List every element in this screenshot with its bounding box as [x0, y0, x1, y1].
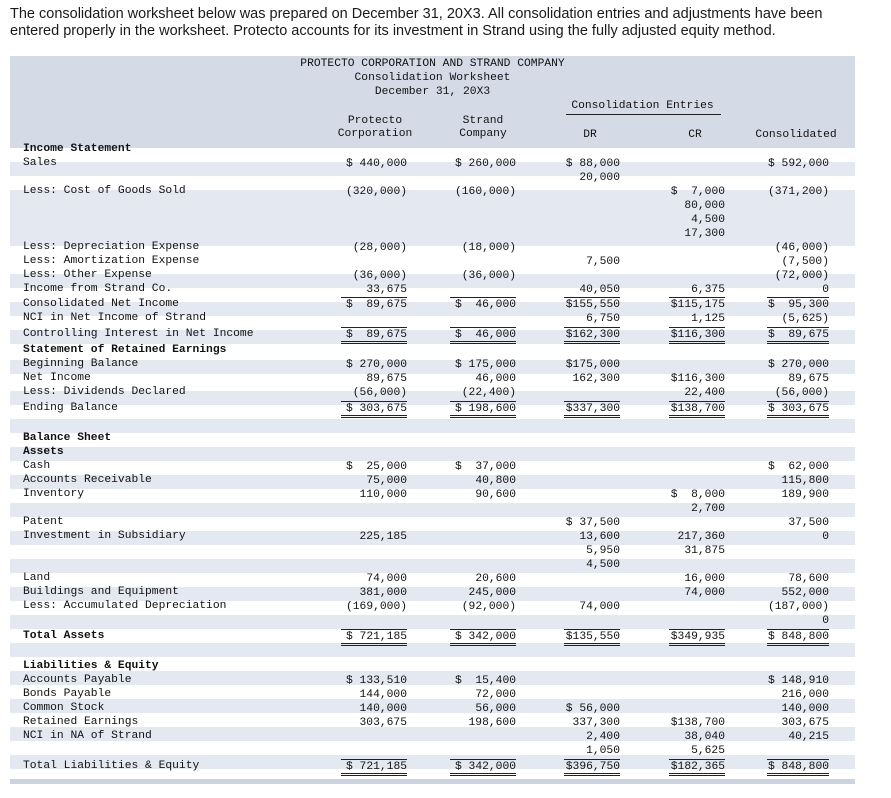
row-label: Cash	[23, 460, 51, 472]
row-label: NCI in NA of Strand	[23, 730, 152, 742]
row-label: Income from Strand Co.	[23, 283, 173, 295]
consolidated-value: (56,000)	[774, 387, 829, 399]
strand-value: $ 342,000	[454, 631, 516, 643]
consolidated-column-header: Consolidated	[755, 129, 837, 141]
protecto-value: $ 440,000	[345, 158, 407, 170]
consolidated-value: $ 89,675	[767, 329, 829, 341]
cr-value: $138,700 38,040 5,625	[670, 717, 725, 757]
protecto-value: $ 303,675	[345, 403, 407, 415]
consolidated-value: 40,215	[788, 731, 829, 743]
strand-value: $ 342,000	[454, 761, 516, 773]
protecto-value: (56,000)	[352, 387, 407, 399]
dr-value: 162,300	[572, 373, 620, 385]
strand-value: $ 198,600	[454, 403, 516, 415]
consolidated-value: $ 848,800	[767, 761, 829, 773]
row-label: Investment in Subsidiary	[23, 530, 186, 542]
strand-value: (160,000)	[454, 186, 516, 198]
row-label: Total Assets	[23, 630, 105, 642]
consolidated-value: (5,625)	[781, 313, 829, 325]
consolidated-value: $ 95,300	[767, 299, 829, 311]
row-label: Retained Earnings	[23, 716, 139, 728]
worksheet-title-company: PROTECTO CORPORATION AND STRAND COMPANY	[300, 58, 565, 70]
row-label: Ending Balance	[23, 402, 118, 414]
dr-value: 13,600 5,950 4,500	[579, 531, 620, 571]
cr-value: 74,000	[684, 587, 725, 599]
strand-value: $ 46,000	[454, 299, 516, 311]
consolidated-value: 115,800	[781, 475, 829, 487]
dr-value: $ 88,000 20,000	[565, 158, 620, 184]
consolidated-value: 303,675	[781, 717, 829, 729]
dr-value: $396,750	[565, 761, 620, 773]
protecto-value: $ 721,185	[345, 761, 407, 773]
row-label: Statement of Retained Earnings	[23, 344, 227, 356]
dr-column-header: DR	[583, 129, 597, 141]
protecto-value: (36,000)	[352, 270, 407, 282]
row-label: Buildings and Equipment	[23, 586, 179, 598]
dr-value: 40,050	[579, 284, 620, 296]
protecto-value: $ 89,675	[345, 329, 407, 341]
row-label: Less: Depreciation Expense	[23, 241, 200, 253]
row-label: Less: Accumulated Depreciation	[23, 600, 227, 612]
consolidated-value: 140,000	[781, 703, 829, 715]
strand-column-header: Strand Company	[459, 115, 507, 140]
dr-value: $ 56,000	[565, 703, 620, 715]
strand-value: (18,000)	[461, 242, 516, 254]
row-label: Accounts Payable	[23, 674, 132, 686]
protecto-value: 303,675	[359, 717, 407, 729]
strand-value: 20,600	[475, 573, 516, 585]
strand-value: $ 260,000	[454, 158, 516, 170]
consolidated-value: $ 848,800	[767, 631, 829, 643]
consolidated-value: $ 62,000	[767, 461, 829, 473]
strand-value: (92,000)	[461, 601, 516, 613]
dr-value: $337,300	[565, 403, 620, 415]
strand-value: $ 37,000	[454, 461, 516, 473]
cr-column-header: CR	[688, 129, 702, 141]
protecto-value: $ 721,185	[345, 631, 407, 643]
row-label: Total Liabilities & Equity	[23, 760, 200, 772]
strand-value: 72,000	[475, 689, 516, 701]
consolidated-value: 552,000	[781, 587, 829, 599]
row-label: Net Income	[23, 372, 91, 384]
consolidated-value: 37,500	[788, 517, 829, 529]
worksheet-title-date: December 31, 20X3	[374, 86, 491, 98]
protecto-value: 110,000	[359, 489, 407, 501]
cr-value: 6,375	[691, 284, 725, 296]
row-label: Consolidated Net Income	[23, 298, 179, 310]
dr-value: 337,300 2,400 1,050	[572, 717, 620, 757]
cr-value: $116,300	[670, 373, 725, 385]
consolidated-value: (371,200)	[767, 186, 829, 198]
worksheet-title-name: Consolidation Worksheet	[354, 72, 511, 84]
dr-value: 6,750	[586, 313, 620, 325]
consolidated-value: (46,000)	[774, 242, 829, 254]
row-label: Bonds Payable	[23, 688, 112, 700]
consolidated-value: 216,000	[781, 689, 829, 701]
row-label: Sales	[23, 157, 57, 169]
row-label: Land	[23, 572, 51, 584]
strand-value: $ 175,000	[454, 359, 516, 371]
protecto-value: (320,000)	[345, 186, 407, 198]
row-label: Patent	[23, 516, 64, 528]
problem-intro: The consolidation worksheet below was prepared on December 31, 20X3. All consolidation entries and adjustments have been entered properly in the worksheet. Protecto accounts for its investment in Strand using the fully adjusted equity method.	[10, 6, 823, 39]
protecto-value: 74,000	[366, 573, 407, 585]
protecto-value: (169,000)	[345, 601, 407, 613]
strand-value: $ 15,400	[454, 675, 516, 687]
protecto-value: 381,000	[359, 587, 407, 599]
cr-value: $115,175	[670, 299, 725, 311]
consolidated-value: $ 148,910	[767, 675, 829, 687]
dr-value: $175,000	[565, 359, 620, 371]
consolidated-value: 0	[822, 284, 829, 296]
dr-value: 7,500	[586, 256, 620, 268]
protecto-value: $ 270,000	[345, 359, 407, 371]
strand-value: $ 46,000	[454, 329, 516, 341]
consolidation-entries-heading: Consolidation Entries	[571, 100, 714, 112]
row-label: Accounts Receivable	[23, 474, 152, 486]
cr-value: $116,300	[670, 329, 725, 341]
dr-value: $135,550	[565, 631, 620, 643]
consolidated-value: 0	[822, 531, 829, 543]
row-label: NCI in Net Income of Strand	[23, 312, 207, 324]
strand-value: 40,800	[475, 475, 516, 487]
protecto-value: 75,000	[366, 475, 407, 487]
protecto-value: 33,675	[366, 284, 407, 296]
protecto-value: (28,000)	[352, 242, 407, 254]
protecto-value: 225,185	[359, 531, 407, 543]
protecto-value: $ 25,000	[345, 461, 407, 473]
consolidated-value: 78,600	[788, 573, 829, 585]
cr-value: 22,400	[684, 387, 725, 399]
strand-value: 46,000	[475, 373, 516, 385]
strand-value: 245,000	[468, 587, 516, 599]
row-label: Less: Cost of Goods Sold	[23, 185, 186, 197]
consolidation-worksheet	[10, 56, 855, 780]
consolidated-value: $ 303,675	[767, 403, 829, 415]
cr-value: 16,000	[684, 573, 725, 585]
cr-value: $138,700	[670, 403, 725, 415]
row-label: Assets	[23, 446, 64, 458]
strand-value: (22,400)	[461, 387, 516, 399]
dr-value: $155,550	[565, 299, 620, 311]
cr-value: $ 7,000 80,000 4,500 17,300	[670, 186, 725, 240]
cr-value: 217,360 31,875	[677, 531, 725, 557]
cr-value: $182,365	[670, 761, 725, 773]
row-label: Inventory	[23, 488, 85, 500]
consolidated-value: $ 270,000	[767, 359, 829, 371]
protecto-value: $ 89,675	[345, 299, 407, 311]
consolidated-value: (187,000) 0	[767, 601, 829, 627]
row-label: Controlling Interest in Net Income	[23, 328, 254, 340]
strand-value: 56,000	[475, 703, 516, 715]
cr-value: 1,125	[691, 313, 725, 325]
cr-value: $349,935	[670, 631, 725, 643]
row-label: Less: Other Expense	[23, 269, 152, 281]
row-label: Balance Sheet	[23, 432, 112, 444]
protecto-value: 89,675	[366, 373, 407, 385]
row-label: Beginning Balance	[23, 358, 139, 370]
strand-value: (36,000)	[461, 270, 516, 282]
strand-value: 90,600	[475, 489, 516, 501]
protecto-value: 140,000	[359, 703, 407, 715]
protecto-value: 144,000	[359, 689, 407, 701]
row-label: Income Statement	[23, 143, 132, 155]
consolidated-value: $ 592,000	[767, 158, 829, 170]
dr-value: 74,000	[579, 601, 620, 613]
strand-value: 198,600	[468, 717, 516, 729]
row-label: Liabilities & Equity	[23, 660, 159, 672]
row-label: Common Stock	[23, 702, 105, 714]
consolidated-value: 189,900	[781, 489, 829, 501]
dr-value: $ 37,500	[565, 517, 620, 529]
consolidated-value: (72,000)	[774, 270, 829, 282]
consolidated-value: (7,500)	[781, 256, 829, 268]
consolidated-value: 89,675	[788, 373, 829, 385]
protecto-value: $ 133,510	[345, 675, 407, 687]
row-label: Less: Dividends Declared	[23, 386, 186, 398]
protecto-column-header: Protecto Corporation	[337, 115, 413, 140]
cr-value: $ 8,000 2,700	[670, 489, 725, 515]
row-label: Less: Amortization Expense	[23, 255, 200, 267]
dr-value: $162,300	[565, 329, 620, 341]
